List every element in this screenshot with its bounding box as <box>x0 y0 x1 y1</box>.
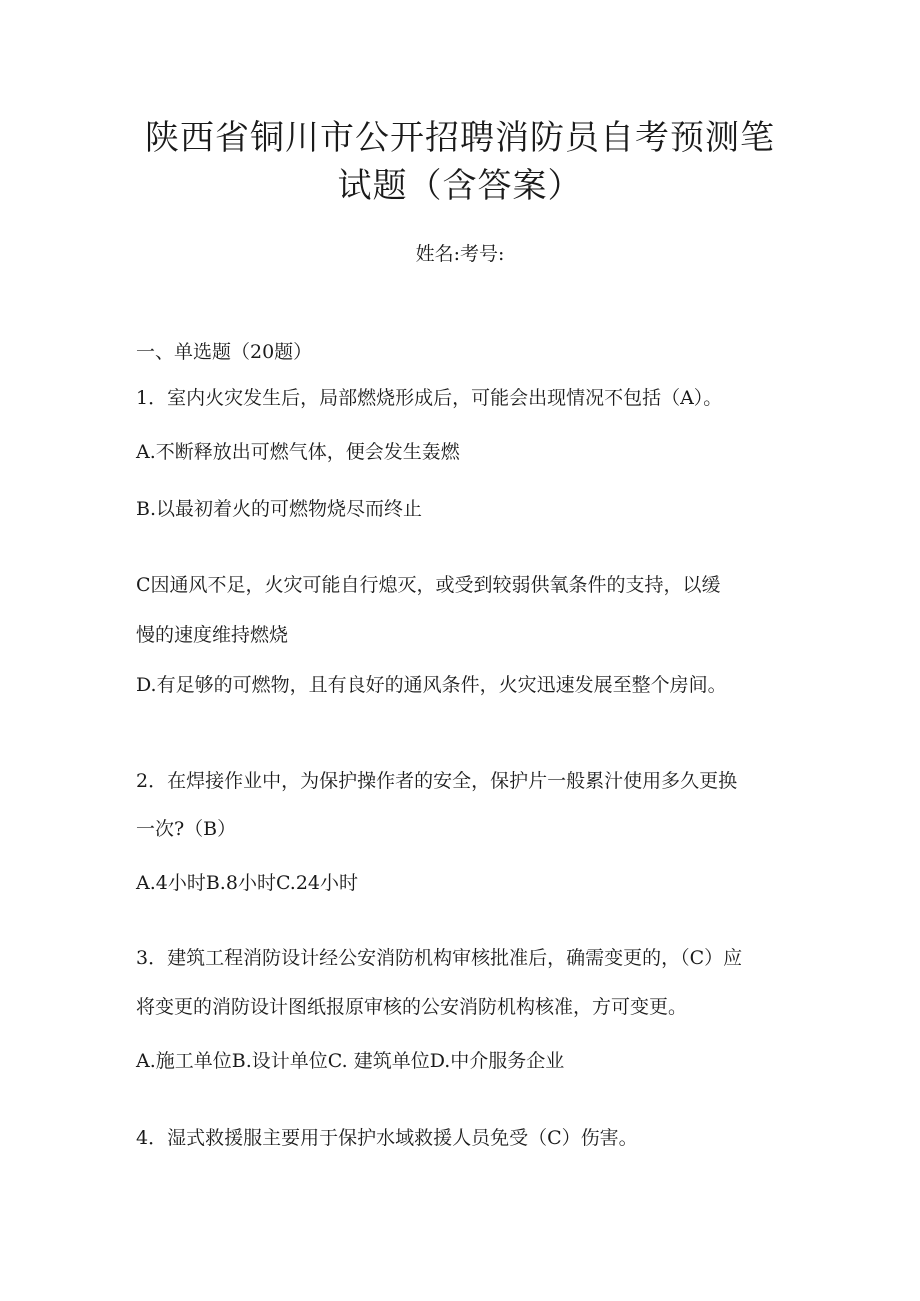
question-3-options: A.施工单位B.设计单位C. 建筑单位D.中介服务企业 <box>136 1050 565 1072</box>
question-1-option-a: A.不断释放出可燃气体，便会发生轰燃 <box>136 441 460 463</box>
question-2-stem-line-2: 一次?（B） <box>136 818 237 840</box>
question-3-stem-line-2: 将变更的消防设计图纸报原审核的公安消防机构核准，方可变更。 <box>136 996 688 1018</box>
document-title-line-1: 陕西省铜川市公开招聘消防员自考预测笔 <box>145 118 775 158</box>
question-1-option-d: D.有足够的可燃物，且有良好的通风条件，火灾迅速发展至整个房间。 <box>136 674 727 696</box>
question-1-option-c: C因通风不足，火灾可能自行熄灭，或受到较弱供氧条件的支持，以缓 <box>136 574 721 596</box>
question-2-stem-line-1: 2．在焊接作业中，为保护操作者的安全，保护片一般累汁使用多久更换 <box>136 770 738 792</box>
document-title-line-2: 试题（含答案） <box>337 166 583 206</box>
question-1-option-c-continued: 慢的速度维持燃烧 <box>136 624 289 646</box>
question-4-stem: 4．湿式救援服主要用于保护水域救援人员免受（C）伤害。 <box>136 1127 638 1149</box>
question-1-option-b: B.以最初着火的可燃物烧尽而终止 <box>136 498 423 520</box>
question-3-stem-line-1: 3．建筑工程消防设计经公安消防机构审核批准后，确需变更的，（C）应 <box>136 947 743 969</box>
section-heading: 一、单选题（20题） <box>136 341 313 363</box>
name-exam-number-line: 姓名:考号: <box>415 243 505 265</box>
question-2-options: A.4小时B.8小时C.24小时 <box>136 872 359 894</box>
question-1-stem: 1．室内火灾发生后，局部燃烧形成后，可能会出现情况不包括（A）。 <box>136 387 723 409</box>
